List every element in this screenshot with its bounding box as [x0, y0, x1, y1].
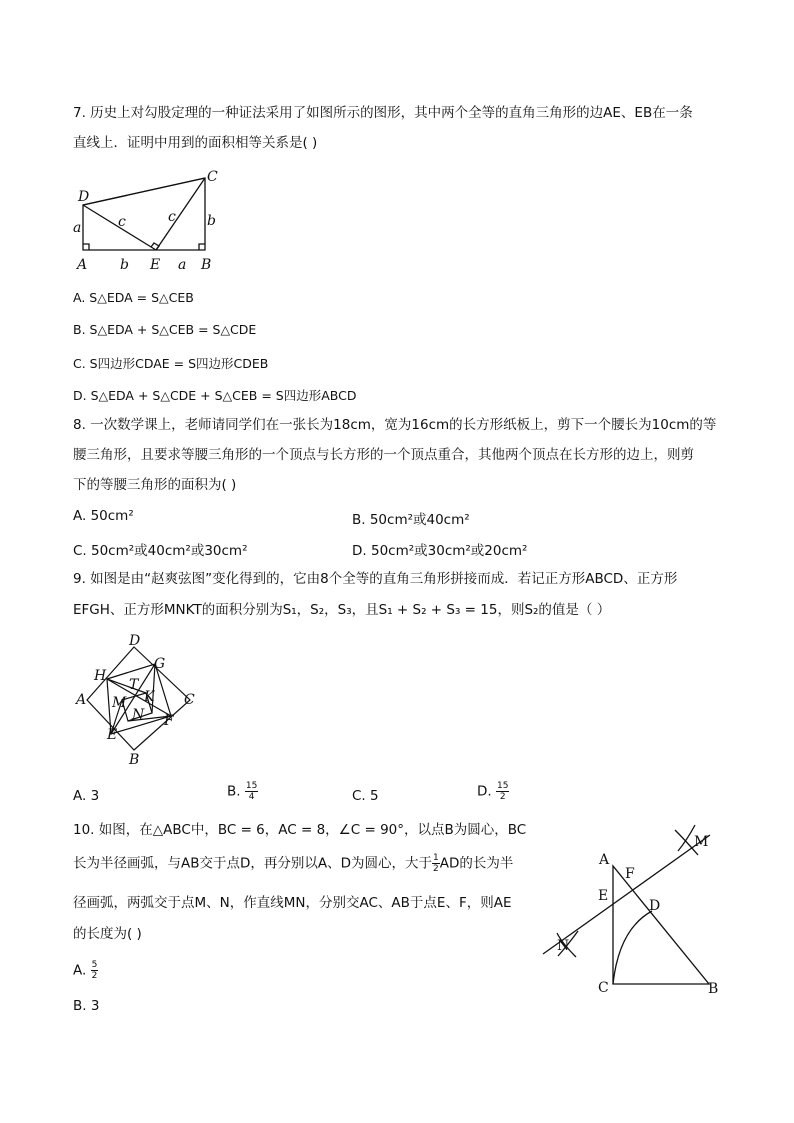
q7-label-C: C [207, 169, 218, 185]
q10-half-numerator: 1 [433, 853, 439, 863]
q7-label-b-bottom: b [120, 257, 129, 273]
q7-option-a[interactable]: A. S△EDA = S△CEB [73, 290, 194, 305]
q7-label-b-right: b [207, 213, 216, 229]
q10-label-D: D [649, 898, 661, 914]
q10-half-fraction [432, 853, 440, 874]
q7-label-B: B [201, 257, 212, 273]
q9-figure [70, 630, 210, 768]
q7-label-D: D [78, 189, 90, 205]
q9-option-d-fraction [496, 781, 509, 802]
q10-label-M: M [694, 834, 709, 850]
q10-stem-line2-end: AD的长为半 [439, 855, 514, 872]
q9-label-G: G [154, 656, 166, 672]
q10-label-F: F [625, 866, 635, 882]
q7-label-E: E [150, 257, 161, 273]
q7-stem-line1: 7. 历史上对勾股定理的一种证法采用了如图所示的图形，其中两个全等的直角三角形的边AE、EB在一条 [73, 105, 693, 121]
q9-option-a-label: A. [73, 788, 87, 804]
q7-figure [70, 165, 230, 277]
q9-option-b-denominator: 4 [248, 792, 255, 802]
q9-label-C: C [184, 692, 195, 708]
q9-option-d[interactable] [477, 781, 509, 802]
q7-label-a-bottom: a [178, 257, 187, 273]
q9-option-d-denominator: 2 [499, 792, 506, 802]
q9-option-d-numerator: 15 [496, 781, 509, 791]
q9-option-c-label: C. [352, 788, 366, 804]
q10-half-denominator: 2 [433, 864, 439, 874]
q8-option-c[interactable]: C. 50cm²或40cm²或30cm² [73, 543, 248, 559]
q10-label-A: A [599, 852, 610, 868]
q9-option-b-fraction [245, 781, 258, 802]
q10-stem-line2-start: 长为半径画弧，与AB交于点D，再分别以A、D为圆心，大于 [73, 855, 433, 872]
q10-stem-line3: 径画弧，两弧交于点M、N，作直线MN，分别交AC、AB于点E、F，则AE [73, 895, 512, 911]
q9-option-a[interactable] [73, 788, 99, 804]
q10-label-C: C [598, 980, 609, 996]
q9-option-a-value: 3 [90, 788, 100, 804]
q9-stem-line2: EFGH、正方形MNKT的面积分别为S₁，S₂，S₃，且S₁ + S₂ + S₃ = 15，则S₂的值是（ ） [73, 602, 611, 618]
q10-option-a[interactable] [73, 960, 98, 981]
q10-option-b[interactable] [73, 998, 99, 1014]
q7-option-d[interactable]: D. S△EDA + S△CDE + S△CEB = S四边形ABCD [73, 388, 357, 403]
q9-stem-line1: 9. 如图是由“赵爽弦图”变化得到的，它由8个全等的直角三角形拼接而成．若记正方形ABCD、正方形 [73, 571, 678, 587]
q7-label-A: A [77, 257, 88, 273]
q9-label-H: H [94, 668, 107, 684]
q8-stem-line3: 下的等腰三角形的面积为( ) [73, 477, 237, 493]
q10-option-a-numerator: 5 [91, 960, 98, 970]
q8-option-a[interactable]: A. 50cm² [73, 508, 134, 524]
q9-label-N: N [132, 707, 145, 723]
q10-label-B: B [708, 981, 719, 997]
q10-figure [535, 818, 735, 1002]
q10-label-E: E [598, 888, 609, 904]
q9-label-T: T [129, 677, 139, 693]
q9-label-D: D [129, 633, 141, 649]
q9-option-b-numerator: 15 [245, 781, 258, 791]
q9-option-b-label: B. [227, 783, 241, 800]
q8-stem-line2: 腰三角形，且要求等腰三角形的一个顶点与长方形的一个顶点重合，其他两个顶点在长方形的边上，则剪 [73, 447, 694, 463]
q10-option-a-denominator: 2 [91, 971, 98, 981]
q7-label-a-left: a [73, 220, 82, 236]
q9-label-M: M [112, 695, 127, 711]
q7-option-b[interactable]: B. S△EDA + S△CEB = S△CDE [73, 322, 257, 337]
q9-label-E: E [107, 727, 118, 743]
q10-option-b-value: 3 [90, 998, 100, 1014]
q10-stem-line4: 的长度为( ) [73, 926, 142, 942]
q8-option-d[interactable]: D. 50cm²或30cm²或20cm² [352, 543, 528, 559]
q7-option-c[interactable]: C. S四边形CDAE = S四边形CDEB [73, 356, 269, 371]
q9-label-B: B [129, 752, 140, 768]
q9-option-b[interactable] [227, 781, 258, 802]
q8-stem-line1: 8. 一次数学课上，老师请同学们在一张长为18cm，宽为16cm的长方形纸板上，剪下一个腰长为10cm的等 [73, 417, 717, 433]
q7-label-c1: c [118, 214, 126, 230]
q9-option-c-value: 5 [370, 788, 379, 804]
q7-stem-line2: 直线上．证明中用到的面积相等关系是( ) [73, 135, 318, 151]
q9-label-K: K [144, 689, 155, 705]
q9-option-c[interactable] [352, 788, 379, 804]
q10-option-b-label: B. [73, 998, 87, 1014]
q7-label-c2: c [168, 209, 176, 225]
q10-label-N: N [557, 938, 570, 954]
q9-label-F: F [164, 713, 174, 729]
q10-stem-line2 [73, 853, 513, 874]
q10-stem-line1: 10. 如图，在△ABC中，BC = 6，AC = 8，∠C = 90°，以点B为圆心，BC [73, 822, 527, 838]
q10-option-a-fraction [91, 960, 99, 981]
q9-option-d-label: D. [477, 783, 492, 800]
q10-option-a-label: A. [73, 962, 87, 979]
q9-label-A: A [76, 692, 87, 708]
q8-option-b[interactable]: B. 50cm²或40cm² [352, 512, 470, 528]
